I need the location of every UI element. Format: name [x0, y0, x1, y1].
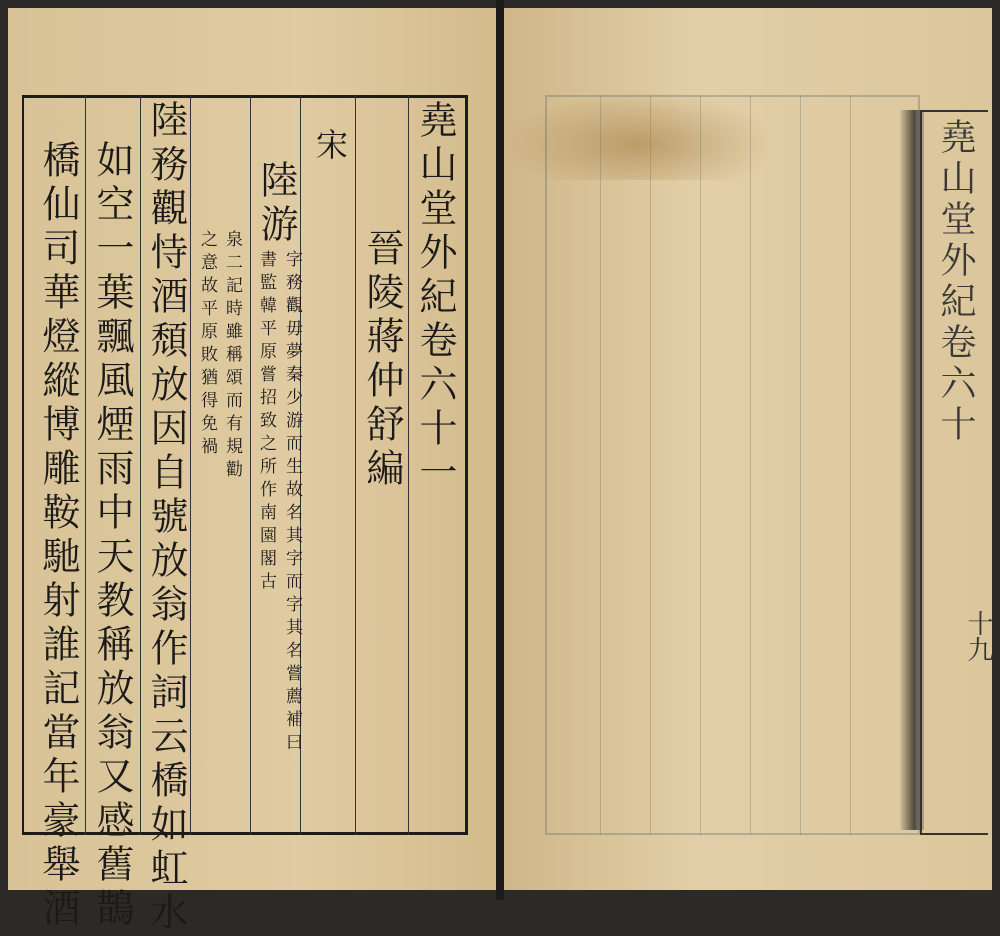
column-rule: [140, 95, 141, 835]
bleed-through-frame: [545, 95, 920, 835]
column-rule: [355, 95, 356, 835]
page-number: 十九: [963, 610, 993, 662]
person-name: 陸游: [254, 160, 298, 248]
book-gutter: [496, 0, 504, 900]
dynasty-heading: 宋: [311, 128, 349, 164]
annotation-line: 之意故平原敗猶得免禍: [197, 230, 217, 460]
column-rule: [190, 95, 191, 835]
column-rule: [85, 95, 86, 835]
volume-title: 堯山堂外紀卷六十一: [413, 100, 457, 496]
bleed-through-rule: [850, 95, 851, 835]
annotation-line: 書監韓平原嘗招致之所作南園閣古: [256, 250, 276, 595]
compiler-credit: 晉陵蔣仲舒編: [360, 228, 404, 492]
main-text-line: 陸務觀恃酒頹放因自號放翁作詞云橋如虹水: [144, 100, 188, 936]
bleed-through-rule: [700, 95, 701, 835]
annotation-line: 字務觀毋夢秦少游而生故名其字而字其名嘗薦補曰: [282, 250, 302, 756]
next-page-title: 堯山堂外紀卷六十: [935, 118, 976, 446]
bleed-through-rule: [800, 95, 801, 835]
bleed-through-rule: [650, 95, 651, 835]
bleed-through-rule: [600, 95, 601, 835]
column-rule: [250, 95, 251, 835]
main-text-line: 橋仙司華燈縱博雕鞍馳射誰記當年豪舉酒: [36, 140, 80, 932]
bleed-through-rule: [750, 95, 751, 835]
main-text-line: 如空一葉飄風煙雨中天教稱放翁又感舊鵲: [90, 140, 134, 932]
annotation-line: 泉二記時雖稱頌而有規勸: [222, 230, 242, 483]
column-rule: [408, 95, 409, 835]
